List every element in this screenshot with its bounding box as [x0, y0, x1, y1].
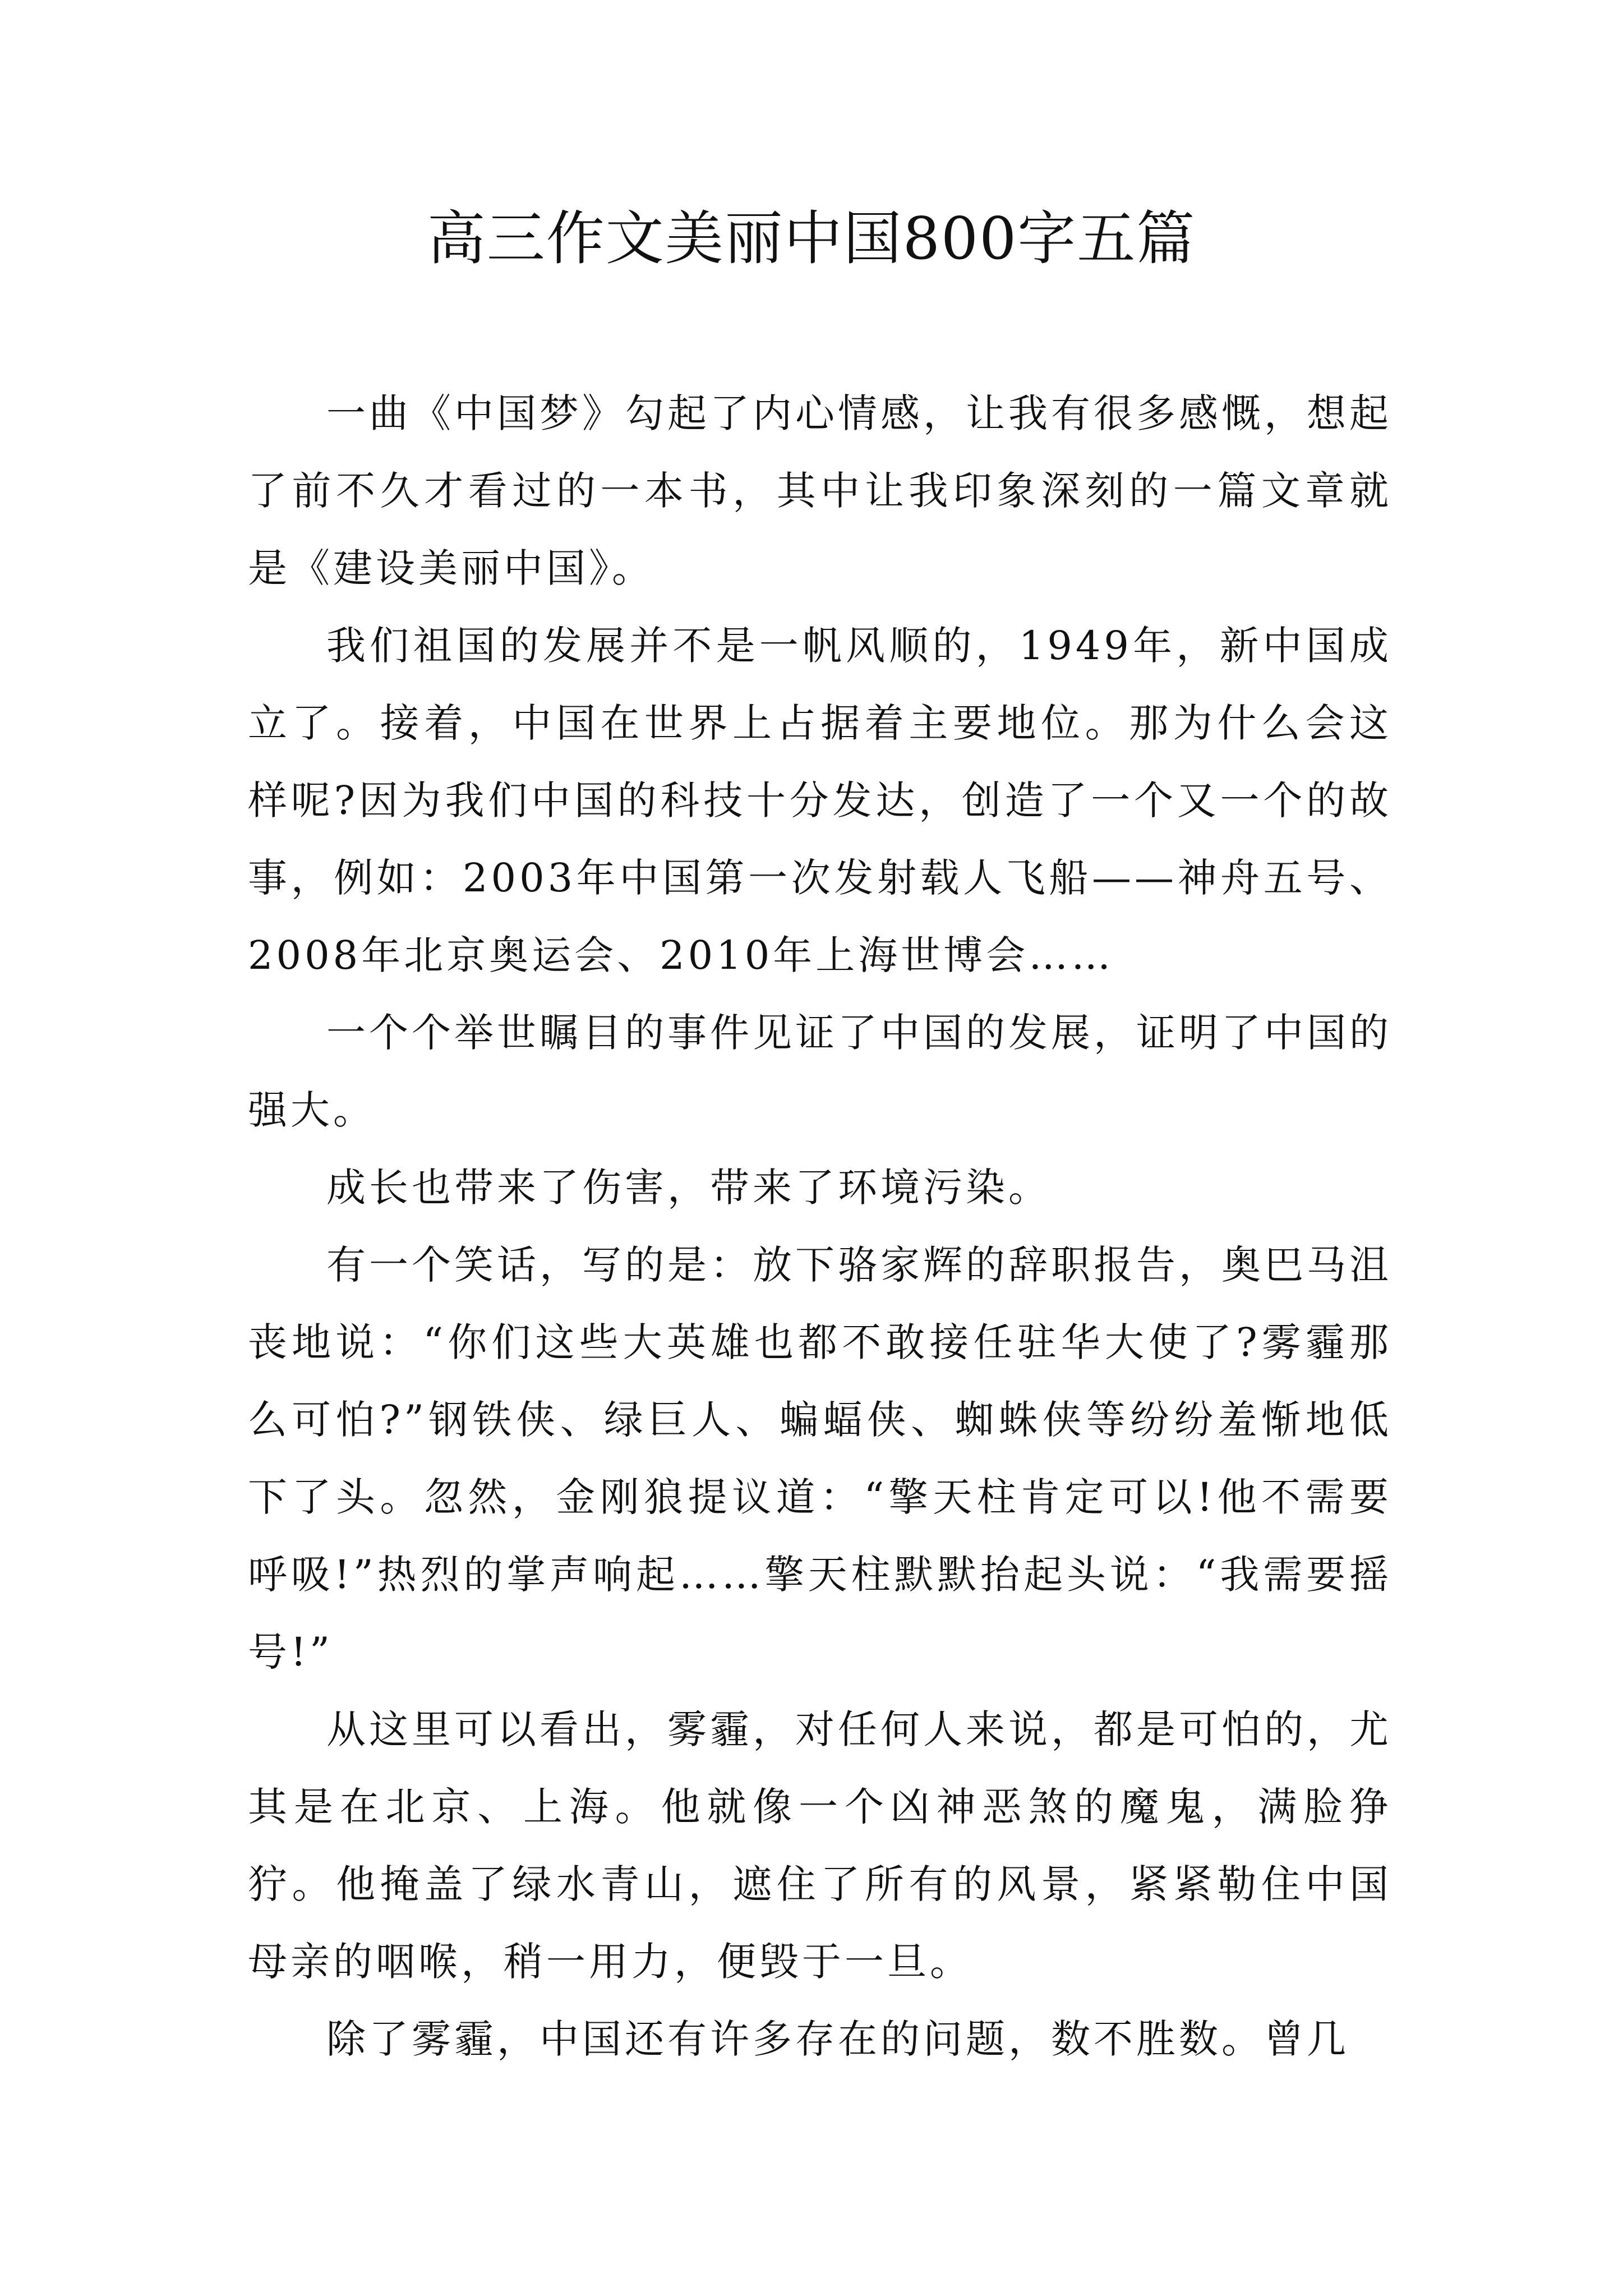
paragraph-4: 成长也带来了伤害，带来了环境污染。 [326, 1165, 1051, 1211]
paragraph-2: 我们祖国的发展并不是一帆风顺的，1949年，新中国成立了。接着，中国在世界上占据着主要地位。那为什么会这样呢?因为我们中国的科技十分发达，创造了一个又一个的故事，例如：2003年中国第一次发射载人飞船——神舟五号、2008年北京奥运会、2010年上海世博会…… [248, 623, 1392, 978]
paragraph-3: 一个个举世瞩目的事件见证了中国的发展，证明了中国的强大。 [248, 1010, 1392, 1133]
document-title: 高三作文美丽中国800字五篇 [427, 204, 1196, 273]
document-body [248, 375, 1392, 2078]
paragraph-7: 除了雾霾，中国还有许多存在的问题，数不胜数。曾几 [326, 2016, 1349, 2062]
paragraph-5: 有一个笑话，写的是：放下骆家辉的辞职报告，奥巴马沮丧地说：“你们这些大英雄也都不敢接任驻华大使了?雾霾那么可怕?”钢铁侠、绿巨人、蝙蝠侠、蜘蛛侠等纷纷羞惭地低下了头。忽然，金刚狼提议道：“擎天柱肯定可以!他不需要呼吸!”热烈的掌声响起……擎天柱默默抬起头说：“我需要摇号!” [248, 1242, 1392, 1675]
paragraph-6: 从这里可以看出，雾霾，对任何人来说，都是可怕的，尤其是在北京、上海。他就像一个凶神恶煞的魔鬼，满脸狰狞。他掩盖了绿水青山，遮住了所有的风景，紧紧勒住中国母亲的咽喉，稍一用力，便毁于一旦。 [248, 1706, 1392, 1985]
paragraph-1: 一曲《中国梦》勾起了内心情感，让我有很多感慨，想起了前不久才看过的一本书，其中让我印象深刻的一篇文章就是《建设美丽中国》。 [248, 390, 1392, 591]
